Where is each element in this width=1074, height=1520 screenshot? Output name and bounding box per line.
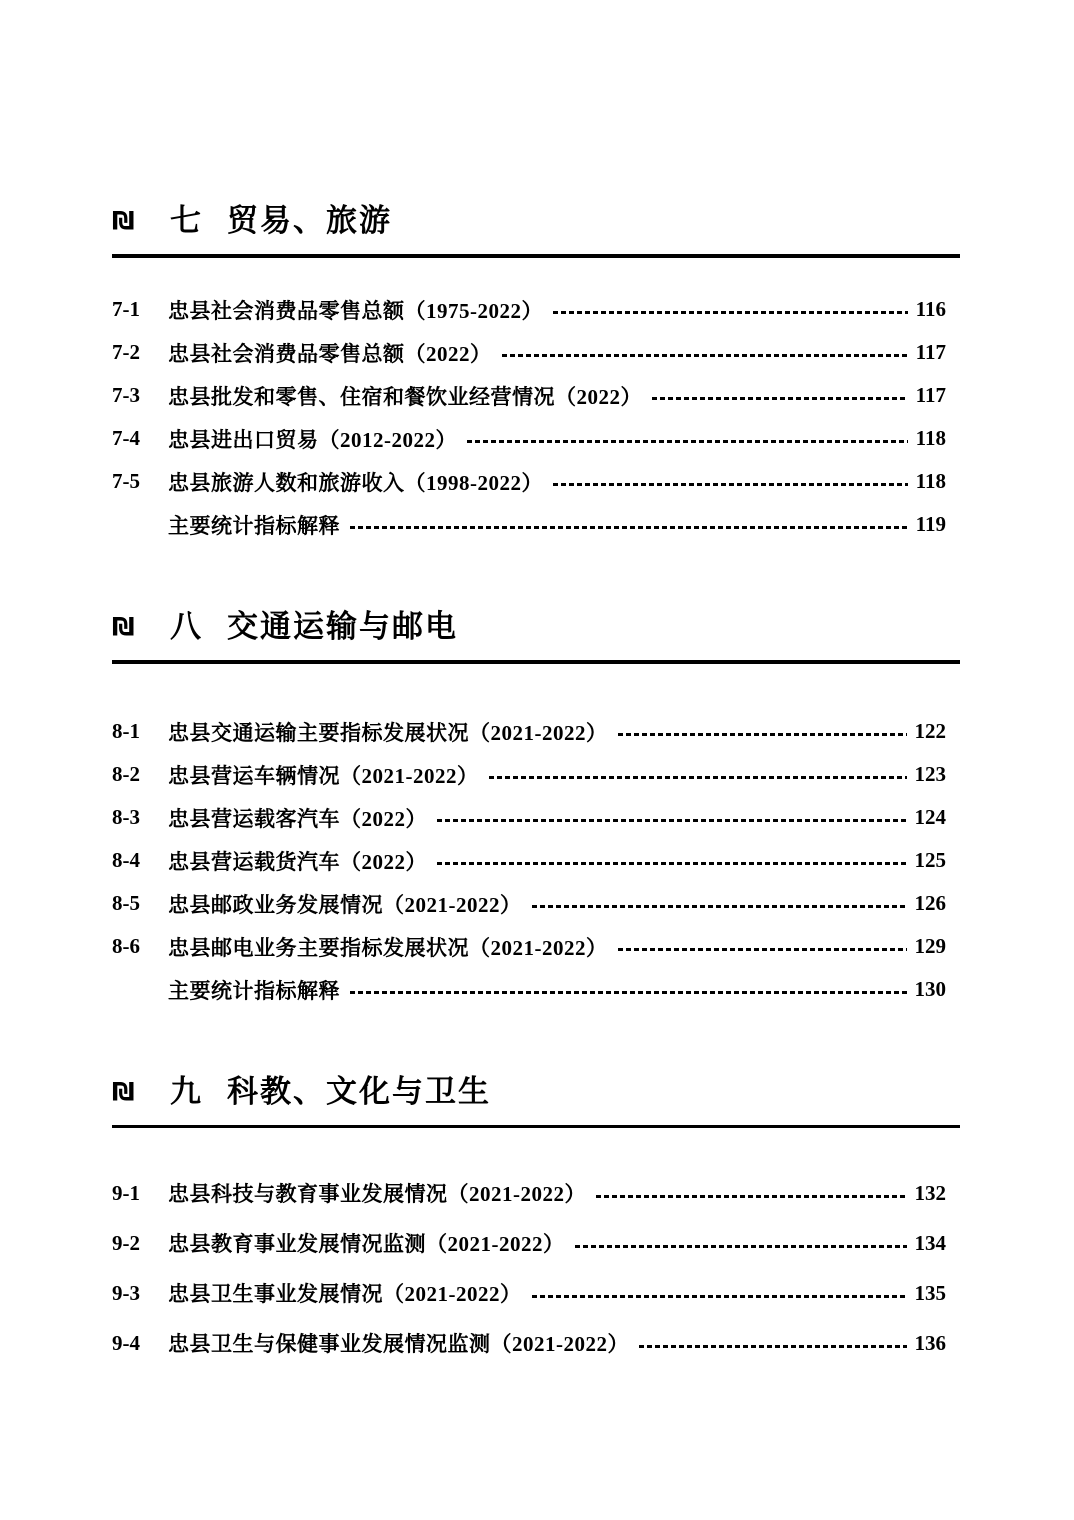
entry-page-number[interactable]: 124 bbox=[914, 805, 946, 829]
dotted-leader bbox=[618, 948, 907, 951]
dotted-leader bbox=[467, 440, 908, 443]
toc-entry-row[interactable] bbox=[112, 1268, 960, 1318]
toc-section bbox=[112, 608, 960, 1011]
entry-page-number[interactable]: 129 bbox=[914, 934, 946, 958]
toc-section bbox=[112, 202, 960, 546]
entry-title: 忠县营运载货汽车（2022） bbox=[168, 849, 427, 874]
entry-title: 主要统计指标解释 bbox=[168, 978, 340, 1003]
toc-entry-row[interactable] bbox=[112, 1318, 960, 1368]
toc-entry-row[interactable] bbox=[112, 331, 960, 374]
entry-title: 忠县交通运输主要指标发展状况（2021-2022） bbox=[168, 720, 608, 745]
toc-section bbox=[112, 1073, 960, 1368]
entry-number: 7-5 bbox=[112, 469, 140, 493]
toc-entry-row[interactable] bbox=[112, 374, 960, 417]
entry-title: 忠县卫生与保健事业发展情况监测（2021-2022） bbox=[168, 1332, 629, 1356]
entry-title: 忠县社会消费品零售总额（2022） bbox=[168, 341, 492, 366]
entry-title: 忠县批发和零售、住宿和餐饮业经营情况（2022） bbox=[168, 384, 642, 409]
entry-page-number[interactable]: 126 bbox=[914, 891, 946, 915]
dotted-leader bbox=[553, 311, 908, 314]
entry-number: 9-1 bbox=[112, 1180, 140, 1205]
toc-entry-row[interactable] bbox=[112, 417, 960, 460]
section-marker-icon: ₪ bbox=[112, 611, 135, 641]
entry-title: 忠县教育事业发展情况监测（2021-2022） bbox=[168, 1232, 565, 1256]
entry-title: 忠县邮电业务主要指标发展状况（2021-2022） bbox=[168, 935, 608, 960]
entry-number: 7-4 bbox=[112, 426, 140, 450]
entry-number: 7-3 bbox=[112, 383, 140, 407]
entry-number: 8-5 bbox=[112, 891, 140, 915]
entry-number: 8-6 bbox=[112, 934, 140, 958]
section-entries bbox=[112, 710, 960, 1011]
toc-entry-row[interactable] bbox=[112, 925, 960, 968]
toc-entry-row[interactable] bbox=[112, 839, 960, 882]
toc-entry-row[interactable] bbox=[112, 710, 960, 753]
entry-page-number[interactable]: 134 bbox=[914, 1230, 946, 1255]
toc-entry-row[interactable] bbox=[112, 460, 960, 503]
entry-page-number[interactable]: 118 bbox=[915, 426, 946, 450]
dotted-leader bbox=[553, 483, 908, 486]
section-title: 贸易、旅游 bbox=[227, 202, 392, 238]
dotted-leader bbox=[350, 991, 907, 994]
toc-entry-row[interactable] bbox=[112, 796, 960, 839]
entry-page-number[interactable]: 119 bbox=[915, 512, 946, 536]
dotted-leader bbox=[437, 819, 907, 822]
dotted-leader bbox=[618, 733, 907, 736]
section-title: 科教、文化与卫生 bbox=[227, 1073, 491, 1109]
toc-entry-row[interactable] bbox=[112, 882, 960, 925]
section-header bbox=[112, 202, 960, 238]
entry-page-number[interactable]: 118 bbox=[915, 469, 946, 493]
entry-title: 忠县科技与教育事业发展情况（2021-2022） bbox=[168, 1182, 586, 1206]
entry-page-number[interactable]: 130 bbox=[914, 977, 946, 1001]
entry-page-number[interactable]: 136 bbox=[914, 1330, 946, 1355]
dotted-leader bbox=[596, 1195, 907, 1198]
entry-number: 7-1 bbox=[112, 297, 140, 321]
entry-title: 忠县邮政业务发展情况（2021-2022） bbox=[168, 892, 522, 917]
entry-page-number[interactable]: 122 bbox=[914, 719, 946, 743]
entry-page-number[interactable]: 125 bbox=[914, 848, 946, 872]
section-divider-rule bbox=[112, 1125, 960, 1128]
section-number: 九 bbox=[170, 1073, 201, 1109]
dotted-leader bbox=[532, 1295, 907, 1298]
entry-number: 8-2 bbox=[112, 762, 140, 786]
section-title: 交通运输与邮电 bbox=[227, 608, 458, 644]
entry-number: 8-3 bbox=[112, 805, 140, 829]
entry-title: 忠县营运车辆情况（2021-2022） bbox=[168, 763, 479, 788]
entry-page-number[interactable]: 135 bbox=[914, 1280, 946, 1305]
toc-content bbox=[112, 0, 960, 1368]
toc-entry-row[interactable] bbox=[112, 288, 960, 331]
entry-number: 9-2 bbox=[112, 1230, 140, 1255]
dotted-leader bbox=[652, 397, 908, 400]
entry-title: 忠县卫生事业发展情况（2021-2022） bbox=[168, 1282, 522, 1306]
section-entries bbox=[112, 1168, 960, 1368]
section-number: 八 bbox=[170, 608, 201, 644]
section-divider-rule bbox=[112, 254, 960, 258]
entry-page-number[interactable]: 116 bbox=[915, 297, 946, 321]
toc-entry-row[interactable] bbox=[112, 968, 960, 1011]
dotted-leader bbox=[437, 862, 907, 865]
section-header bbox=[112, 608, 960, 644]
entry-page-number[interactable]: 123 bbox=[914, 762, 946, 786]
entry-page-number[interactable]: 132 bbox=[914, 1180, 946, 1205]
entry-page-number[interactable]: 117 bbox=[915, 340, 946, 364]
toc-entry-row[interactable] bbox=[112, 1168, 960, 1218]
section-marker-icon: ₪ bbox=[112, 205, 135, 235]
entry-title: 忠县营运载客汽车（2022） bbox=[168, 806, 427, 831]
section-entries bbox=[112, 288, 960, 546]
entry-page-number[interactable]: 117 bbox=[915, 383, 946, 407]
section-header bbox=[112, 1073, 960, 1109]
entry-title: 忠县社会消费品零售总额（1975-2022） bbox=[168, 298, 543, 323]
section-number: 七 bbox=[170, 202, 201, 238]
toc-entry-row[interactable] bbox=[112, 503, 960, 546]
entry-number: 8-4 bbox=[112, 848, 140, 872]
dotted-leader bbox=[489, 776, 907, 779]
toc-entry-row[interactable] bbox=[112, 753, 960, 796]
entry-title: 忠县旅游人数和旅游收入（1998-2022） bbox=[168, 470, 543, 495]
section-divider-rule bbox=[112, 660, 960, 664]
dotted-leader bbox=[575, 1245, 907, 1248]
entry-title: 主要统计指标解释 bbox=[168, 513, 340, 538]
dotted-leader bbox=[532, 905, 907, 908]
entry-number: 7-2 bbox=[112, 340, 140, 364]
entry-number: 9-4 bbox=[112, 1330, 140, 1355]
toc-entry-row[interactable] bbox=[112, 1218, 960, 1268]
dotted-leader bbox=[639, 1345, 907, 1348]
entry-number: 8-1 bbox=[112, 719, 140, 743]
entry-title: 忠县进出口贸易（2012-2022） bbox=[168, 427, 457, 452]
entry-number: 9-3 bbox=[112, 1280, 140, 1305]
dotted-leader bbox=[350, 526, 908, 529]
dotted-leader bbox=[502, 354, 908, 357]
section-marker-icon: ₪ bbox=[112, 1076, 135, 1106]
